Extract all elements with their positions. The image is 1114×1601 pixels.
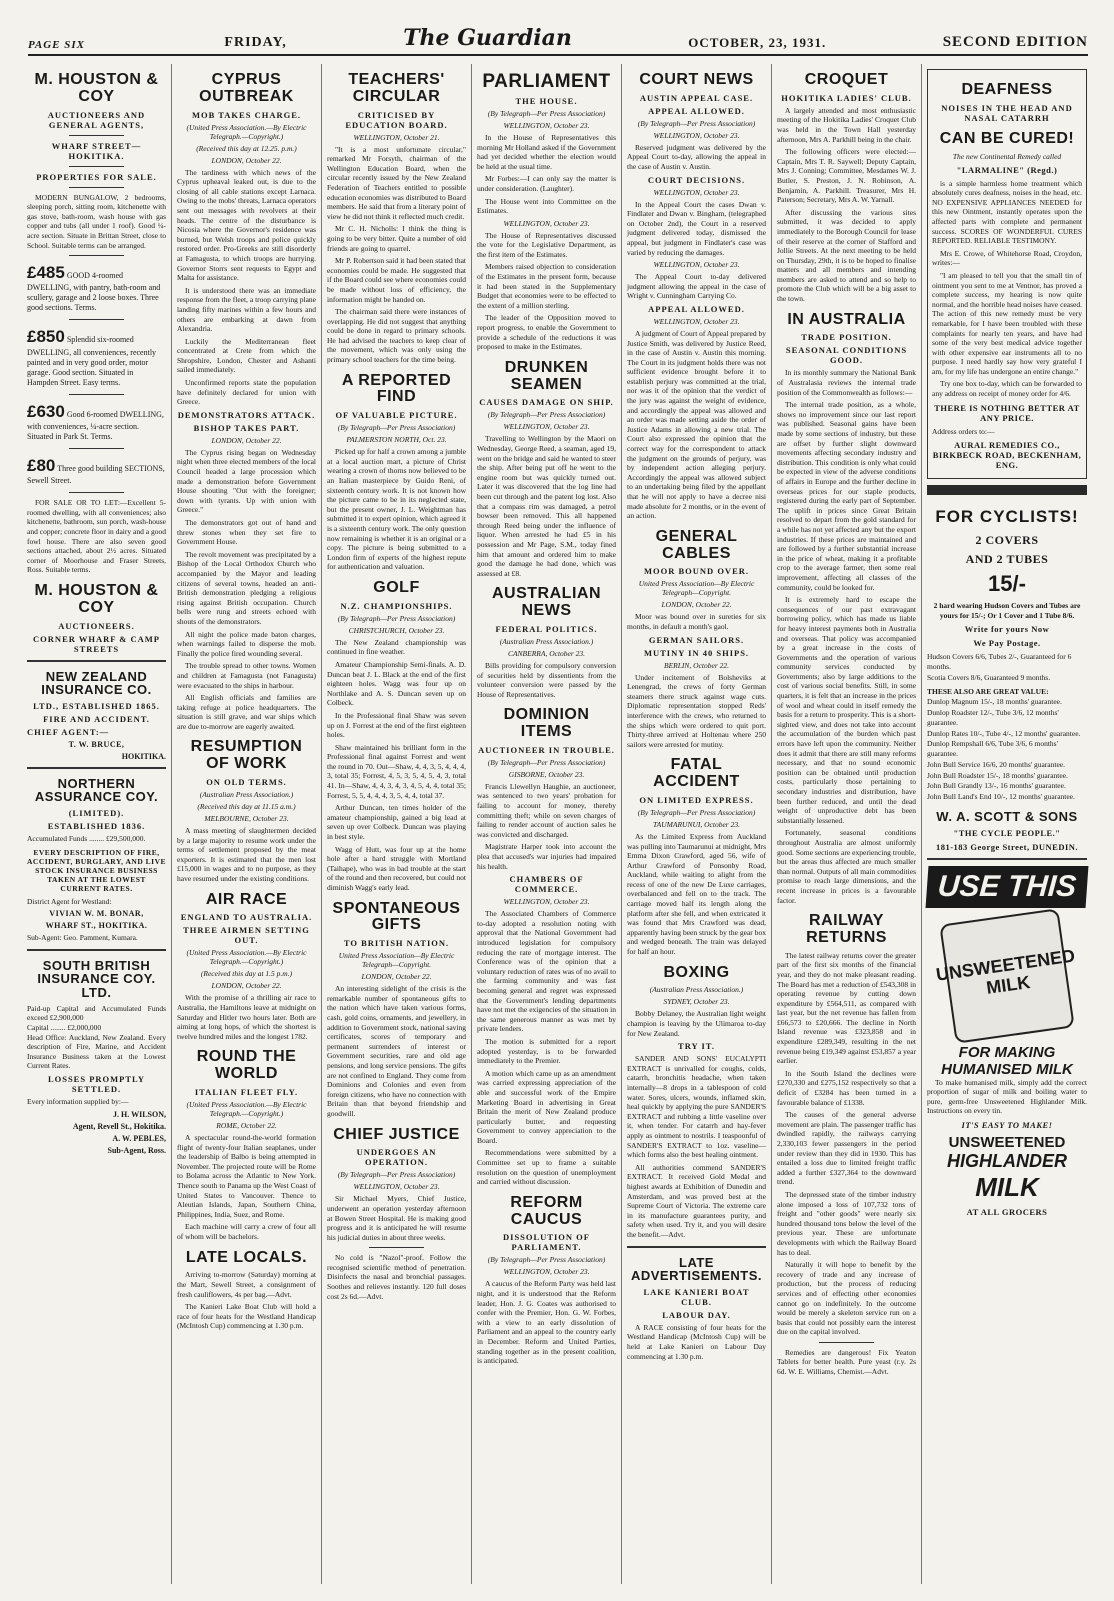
- article-dateline: LONDON, October 22.: [361, 972, 432, 982]
- property-listing: £485 GOOD 4-roomed DWELLING, with pantry, bath-room and scullery, garage and 2 loose boxes. Three good sections. Terms.: [27, 263, 161, 313]
- article-credit: (Australian Press Association.): [199, 790, 294, 800]
- list-item: Hudson Covers 6/6, Tubes 2/-, Guaranteed for 6 months.: [927, 652, 1072, 672]
- article-subhead: COURT DECISIONS.: [647, 174, 746, 185]
- ad-northern-address: WHARF ST., HOKITIKA.: [45, 921, 148, 931]
- article-body: The Cyprus rising began on Wednesday night when three elected members of the local Council headed a large procession which made a demonstration before Government House shouting "Out with the foreigner; down with tyrants. Up with union with Greece." The demonstrators got out of hand and threw stones when they set fire to Government House. The revolt movement was precipitated by a Bishop of the Local Orthodox Church who accompanied by the Mayor and leading citizens of several towns, headed an anti-British demonstration pledging a religious rising against British occupation. Church bells were rung and streets echoed with shouts of the demonstrators. All night the police made baton charges, when warnings failed to disperse the mob. Finally the police fired wounding several. The trouble spread to other towns. Women and children at Famagusta (not Fanagusta) were evacuated to the ships in harbour. All English officials and families are taking refuge at police headquarters. The situation is still grave, and war ships which are due to-morrow are eagerly awaited.: [177, 447, 316, 731]
- article-subhead: CHAMBERS OF COMMERCE.: [509, 874, 584, 895]
- ad-deafness-nothing-better: THERE IS NOTHING BETTER AT ANY PRICE.: [934, 402, 1080, 423]
- list-item: John Bull Grandly 13/-, 16 months' guarantee.: [927, 781, 1066, 791]
- article-credit: (Australian Press Association.): [649, 985, 744, 995]
- article-dateline: SYDNEY, October 23.: [663, 997, 730, 1007]
- article-dateline: CANBERRA, October 23.: [507, 648, 586, 658]
- decorative-divider: [927, 485, 1087, 495]
- article-subhead: DEMONSTRATORS ATTACK.: [177, 409, 316, 420]
- ad-south-british-title: SOUTH BRITISH INSURANCE COY. LTD.: [37, 957, 156, 1001]
- article-headline: DOMINION ITEMS: [503, 706, 590, 741]
- ad-milk-brand2: HIGHLANDER: [947, 1150, 1067, 1171]
- article-body: Reserved judgment was delivered by the Appeal Court to-day, allowing the appeal in the case of Austin v. Austin.: [627, 142, 766, 171]
- article-headline: A REPORTED FIND: [341, 371, 452, 406]
- edition-label: SECOND EDITION: [942, 34, 1088, 50]
- article-subhead: DISSOLUTION OF PARLIAMENT.: [503, 1232, 590, 1253]
- ad-houston-subtitle: AUCTIONEERS.: [58, 620, 135, 631]
- page-columns: [22, 64, 1092, 1584]
- ad-milk-brand3: MILK: [975, 1171, 1039, 1202]
- ad-nz-insurance-agent: T. W. BRUCE,: [68, 739, 125, 749]
- ad-deafness-address-label: Address orders to:—: [932, 426, 995, 436]
- article-subhead: TRADE POSITION.: [801, 332, 892, 343]
- advertisement-nazol: No cold is "Nazol"-proof. Follow the recognised scientific method of penetration. Disinfects the nasal and bronchial passages. Soothes and relieves instantly. 120 full doses cost 2s 6d.—Advt.: [327, 1253, 466, 1301]
- article-body: The New Zealand championship was continued in fine weather. Amateur Championship Semi-finals. A. D. Duncan beat J. L. Black at the end of the first eighteen holes. Wagg was four up on Northlake and A. S. Duncan seven up on Colbeck. In the Professional final Shaw was seven up on J. Forrest at the end of the first eighteen holes. Shaw maintained his brilliant form in the Professional final against Forrest and went the round in 70. Out—Shaw, 4, 4, 3, 5, 4, 4, 4, 3, total 35; Forrest, 4, 5, 3, 5, 4, 5, 4, 3, total 41. In—Shaw, 4, 4, 3, 4, 3, 4, 5, 4, 4, total 35; Forrest, 5, 5, 4, 4, 4, 3, 5, 4, 4, total 37. Arthur Duncan, ten times holder of the amateur championship, gained a big lead at seven up over Colbeck. Duncan was playing in best style. Wagg of Hutt, was four up at the home hole after a hard struggle with Mortland (Taihape), who was in bad trouble at the start of the round and then recovered, but could not diminish Wagg's early lead.: [327, 637, 466, 893]
- ad-nz-insurance-est: LTD., ESTABLISHED 1865.: [33, 700, 160, 711]
- article-body: A largely attended and most enthusiastic meeting of the Hokitika Ladies' Croquet Club was held in the Town Hall yesterday afternoon, Mrs A. Parkhill being in the chair. The following officers were elected:—Captain, Mrs T. R. Saywell; Deputy Captain, Mrs J. Conning; Committee, Mesdames W. J. Butler, S. Preston, J. N. Robinson, A. Benjamin, A. Parkhill. Treasurer, Mrs H. Paterson; Secretary, Mrs A. W. Yarnall. After discussing the various sites submitted, it was decided to apply immediately to the Borough Council for lease of their reserve at the corner of Stafford and Jollie Streets. At the next meeting to be held on Thursday, 29th, it is to be hoped to finalise matters and all members and intending members are asked to attend and so help to promote the Club which will be a big asset to the town.: [777, 105, 916, 304]
- column-4: [472, 64, 622, 1584]
- ad-deafness-product: "LARMALINE" (Regd.): [956, 164, 1058, 175]
- article-headline: DRUNKEN SEAMEN: [504, 358, 589, 393]
- article-credit: (United Press Association.—By Electric Telegraph.—Copyright.): [186, 1099, 307, 1118]
- article-body: A spectacular round-the-world formation flight of twenty-four Italian seaplanes, under the leadership of Balbo is being attempted in November. The projected route will be Rome to Bolama across the Atlantic to New York. Thence south to Panama up the West Coast of United States to Vancouver. Thence to Aleutian Islands, Japan, Southern China, Philippines, India, Suez, and Rome. Each machine will carry a crew of four all of whom will be bachelors.: [177, 1132, 316, 1241]
- article-headline: GOLF: [373, 578, 420, 596]
- ad-south-british-subagent: A. W. PEBLES,: [112, 1133, 166, 1143]
- article-subhead: THREE AIRMEN SETTING OUT.: [183, 925, 310, 946]
- article-headline: COURT NEWS: [639, 71, 754, 88]
- article-subhead: ITALIAN FLEET FLY.: [194, 1086, 299, 1097]
- article-subhead: LABOUR DAY.: [662, 1309, 731, 1320]
- article-credit: (By Telegraph—Per Press Association): [487, 410, 606, 420]
- article-body: Francis Llewellyn Haughie, an auctioneer, was sentenced to two years' probation for failing to account for money, thereby committing theft; while on seven charges of failing to render account of auction sales he was convicted and discharged. Magistrate Harper took into account the plea that accused's war injuries had impaired his health.: [477, 781, 616, 871]
- article-subhead: TO BRITISH NATION.: [343, 938, 450, 949]
- ad-scott-title: W. A. SCOTT & SONS: [936, 808, 1078, 824]
- article-received: (Received this day at 1.5 p.m.): [200, 969, 293, 979]
- ad-nz-insurance-chief: CHIEF AGENT:—: [27, 726, 110, 737]
- article-body: Sir Michael Myers, Chief Justice, underwent an operation yesterday afternoon at Bowen Street Hospital. He is making good progress and it is anticipated he will resume his judicial duties in about three weeks.: [327, 1194, 466, 1242]
- article-credit: (By Telegraph—Per Press Association): [487, 1255, 606, 1265]
- ad-scott-subtitle: "THE CYCLE PEOPLE.": [953, 827, 1061, 838]
- ad-cyclists-line1: 2 COVERS: [975, 533, 1039, 548]
- article-headline: CROQUET: [804, 71, 889, 88]
- article-headline: AUSTRALIAN NEWS: [492, 585, 601, 620]
- advertisement-yeaton: Remedies are dangerous! Fix Yeaton Tablets for better health. Pure yeast (r.y. 2s 6d. W. E. Williams, Chemist.—Advt.: [777, 1347, 916, 1377]
- ad-houston-title: M. HOUSTON & COY: [34, 581, 159, 616]
- article-dateline: ROME, October 22.: [216, 1120, 277, 1130]
- advertisement-deafness: [927, 69, 1087, 479]
- article-dateline: WELLINGTON, October 23.: [503, 1267, 590, 1277]
- ad-cyclists-write: Write for yours Now: [964, 624, 1050, 635]
- property-listing: £80 Three good building SECTIONS, Sewell Street.: [27, 455, 165, 486]
- article-headline: CYPRUS OUTBREAK: [199, 71, 294, 105]
- ad-northern-district: District Agent for Westland:: [27, 896, 112, 906]
- column-1: [22, 64, 172, 1584]
- article-body: As the Limited Express from Auckland was pulling into Taumarunui at midnight, Mrs Emma Dixon Crawford, aged 56, wife of Arthur Crawford of Ponsonby Road, Auckland, while waiting to alight from the recess of one of the new De Luxe carriages, overbalanced and fell on to the track. The carriage moved half its length along the platform after she fell, and when extricated it was found that Mrs Crawford was dead, apparently having been struck by the gear box and wedged beneath. The train was delayed for half an hour.: [627, 831, 766, 957]
- column-6: [772, 64, 922, 1584]
- ad-cyclists-title: FOR CYCLISTS!: [935, 507, 1079, 527]
- article-headline: SPONTANEOUS GIFTS: [332, 899, 461, 934]
- article-headline: AIR RACE: [205, 890, 288, 908]
- article-dateline: LONDON, October 22.: [211, 155, 282, 165]
- article-subhead: APPEAL ALLOWED.: [648, 105, 745, 116]
- article-dateline: CHRISTCHURCH, October 23.: [348, 625, 445, 635]
- ad-houston-subtitle: AUCTIONEERS AND GENERAL AGENTS,: [47, 109, 146, 130]
- ad-cyclists-line2: AND 2 TUBES: [965, 552, 1049, 567]
- article-subhead: N.Z. CHAMPIONSHIPS.: [340, 600, 453, 611]
- article-headline: BOXING: [663, 963, 730, 981]
- property-listing: £630 Good 6-roomed DWELLING, with conveniences, ¼-acre section. Situated in Park St. Terms.: [27, 401, 164, 441]
- ad-cyclists-postage: We Pay Postage.: [973, 638, 1041, 649]
- article-body: Picked up for half a crown among a jumble at a local auction mart, a picture of Christ wearing a crown of thorns now believed to be an Italian masterpiece by Guido Reni, of sixteenth century work. It is not known how the picture came to be in its neglected state, but the present owner, J. L. Weightman has submitted it to expert opinion, which agreed it is a sixteenth century work. The only question now remaining is whether it is an original or a copy. The picture is being submitted to a London firm of experts of the highest repute for authentication and valuation.: [327, 447, 466, 572]
- article-credit: (By Telegraph—Per Press Association): [487, 757, 606, 767]
- ad-houston-address: CORNER WHARF & CAMP STREETS: [33, 633, 160, 654]
- article-dateline: WELLINGTON, October 23.: [653, 187, 740, 197]
- list-item: Dunlop Roadster 12/-, Tube 3/6, 12 months' guarantee.: [927, 708, 1059, 727]
- article-body: The latest railway returns cover the greater part of the first six months of the financial year, and they do not make pleasant reading. The Board has met a reduction of £543,308 in operating revenue by cutting down expenditure by £564,511, as compared with last year, but the net revenue has fallen from £66,573 to £20,666. The decline in North Island revenue was £323,858 and in expenditure £289,349, resulting in the net revenue being £19,349 against £53,857 a year earlier. In the South Island the declines were £270,330 and £275,152 respectively so that a deficit of £3284 has been turned in a favourable balance of £1338. The causes of the general adverse movement are plain. The passenger traffic has dwindled rapidly, the railways carrying 2,330,103 fewer passengers in the period under review than they did in 1930. This has entailed a loss due to limited freight traffic added a further £327,364 to the downward trend. The depressed state of the timber industry alone imposed a loss of 107,732 tons of freight and "other goods" were nearly six hundred thousand tons below the level of the previous year. These are unfortunate developments with which the Railway Board has to deal. Naturally it will hope to benefit by the recovery of trade and any increase of production, but the process of reducing services and of effecting other economies cannot go on indefinitely. In the outcome would be merely a skeleton service run on a basis that could not possibly earn the interest due on the capital involved.: [777, 950, 916, 1337]
- column-3: [322, 64, 472, 1584]
- list-item: John Bull Land's End 10/-, 12 months' guarantee.: [927, 792, 1075, 802]
- article-subhead: MOB TAKES CHARGE.: [191, 109, 302, 120]
- masthead-date: OCTOBER, 23, 1931.: [688, 35, 827, 50]
- ad-south-british-agent: J. H. WILSON,: [113, 1109, 166, 1119]
- ad-south-british-capital: Paid-up Capital and Accumulated Funds exceed £2,900,000: [27, 1003, 166, 1023]
- article-credit: (Australian Press Association.): [499, 636, 594, 646]
- property-listing: FOR SALE OR TO LET:—Excellent 5-roomed dwelling, with all conveniences; also kitchenette, bathroom, sun porch, wash-house and copper; concrete floor in dairy and a good fowl house. There are also seven good sections attached, about 2½ acres. Situated corner of Moorhouse and Fraser Streets, Ross. Suitable terms.: [27, 498, 166, 575]
- article-subhead: MOOR BOUND OVER.: [643, 566, 749, 577]
- article-headline: CHIEF JUSTICE: [333, 1125, 460, 1143]
- ad-northern-ltd: (LIMITED).: [68, 808, 125, 819]
- article-subhead: HOKITIKA LADIES' CLUB.: [781, 92, 912, 103]
- newspaper-name: The Guardian: [403, 25, 572, 51]
- article-dateline: WELLINGTON, October 23.: [503, 422, 590, 432]
- article-credit: (United Press Association.—By Electric Telegraph.—Copyright.): [186, 122, 307, 141]
- article-dateline: WELLINGTON, October 23.: [353, 1182, 440, 1192]
- article-dateline: MELBOURNE, October 23.: [204, 814, 289, 824]
- article-headline: IN AUSTRALIA: [787, 310, 906, 328]
- article-credit: (United Press Association.—By Electric Telegraph.—Copyright.): [186, 948, 307, 967]
- advertisement-boat-club: A RACE consisting of four heats for the Westland Handicap (McIntosh Cup) will be held at Lake Kanieri on Labour Day commencing at 1.30 p.m.: [627, 1322, 766, 1361]
- article-body: With the promise of a thrilling air race to Australia, the Hamiltons leave at midnight on Saturday and Hitler two hours later. Both are aiming at long hops, of which the shortest is twelve hundred miles and the longest 1782.: [177, 993, 316, 1041]
- article-headline: REFORM CAUCUS: [510, 1193, 583, 1228]
- list-item: THESE ALSO ARE GREAT VALUE:: [927, 686, 1049, 696]
- article-dateline: GISBORNE, October 23.: [508, 769, 585, 779]
- article-subhead: CAUSES DAMAGE ON SHIP.: [479, 397, 614, 408]
- list-item: Scotia Covers 8/6, Guaranteed 9 months.: [927, 672, 1051, 682]
- article-headline: RAILWAY RETURNS: [806, 912, 887, 946]
- article-subhead: SEASONAL CONDITIONS GOOD.: [785, 345, 908, 366]
- article-subhead: MUTINY IN 40 SHIPS.: [643, 647, 750, 658]
- article-body: A mass meeting of slaughtermen decided by a large majority to resume work under the terms of settlement proposed by the meat exporters. It is estimated that the men lost £15,000 in wages and to no purpose, as they have resumed under the existing conditions.: [177, 826, 316, 884]
- ad-deafness-address: AURAL REMEDIES CO., BIRKBECK ROAD, BECKENHAM, ENG.: [932, 440, 1082, 471]
- article-credit: (By Telegraph—Per Press Association): [637, 118, 756, 128]
- article-subhead: TRY IT.: [678, 1041, 715, 1052]
- article-body: Travelling to Wellington by the Maori on Wednesday, George Reed, a seaman, aged 19, went on the bridge and said he wanted to steer the ship. After being put off he went to the engine room but was quickly turned out. Later it was discovered that the log line had been cut through and the patent log lost. Also that a compass rim was damaged, a petrol bowser been removed. This all happened through Reed being under the influence of liquor. When arrested he had £5 in his possession and Mr Page, S.M., today fined him that amount and ordered him to make good the damage he had done, which was assessed at £8.: [477, 434, 616, 578]
- article-dateline: LONDON, October 22.: [211, 981, 282, 991]
- ad-cyclists-price-list: [927, 652, 1087, 802]
- list-item: Dunlop Rates 10/-, Tube 4/-, 12 months' guarantee.: [927, 728, 1081, 738]
- ad-northern-est: ESTABLISHED 1836.: [47, 821, 146, 832]
- article-headline: TEACHERS' CIRCULAR: [348, 71, 445, 105]
- ad-milk-banner: USE THIS: [926, 866, 1089, 908]
- ad-deafness-intro: The new Continental Remedy called: [952, 151, 1062, 161]
- article-body: The House of Representatives discussed the vote for the Legislative Department, as the first item of the Estimates. Members raised objection to consideration of the Estimates in the present form, because it had been stated in the Supplementary Budget that economies were to be effected to the extent of a million sterling. The leader of the Opposition moved to report progress, to enable the Government to provide a schedule of the reductions it was proposed to make in the Estimates.: [477, 230, 616, 352]
- article-body: Bills providing for compulsory conversion of securities held by dissentients from the volunteer conversion were passed by the House of Representatives.: [477, 660, 616, 699]
- ad-milk-headline: FOR MAKING HUMANISED MILK: [941, 1043, 1073, 1078]
- article-subhead: LAKE KANIERI BOAT CLUB.: [643, 1286, 750, 1307]
- milk-tin-image: [934, 908, 1077, 1044]
- article-credit: United Press Association—By Electric Telegraph—Copyright.: [338, 951, 455, 970]
- article-received: (Received this day at 12.25. p.m.): [196, 143, 297, 153]
- ad-south-british-subagent-addr: Sub-Agent, Ross.: [107, 1145, 166, 1155]
- article-dateline: WELLINGTON, October 23.: [503, 897, 590, 907]
- article-dateline: WELLINGTON, October 23.: [653, 260, 740, 270]
- ad-northern-desc: EVERY DESCRIPTION OF FIRE, ACCIDENT, BURGLARY, AND LIVE STOCK INSURANCE BUSINESS TAKEN AT THE LOWEST CURRENT RATES.: [27, 847, 166, 893]
- ad-cyclists-price: 15/-: [988, 571, 1026, 597]
- ad-south-british-supply: Every information supplied by:—: [27, 1096, 129, 1106]
- advertisement-sanders: SANDER AND SONS' EUCALYPTI EXTRACT is unrivalled for coughs, colds, catarrh, bronchitis headache, when taken internally—8 drops in a tablespoon of cold water. Sores, ulcers, wounds, inflamed skin, heal quickly by applying the pure SANDER'S EXTRACT and rubbing a little vaseline over it, when tender. For catarrh and hay-fever apply as ointment to nostrils. I teaspoonful of SANDER'S EXTRACT to 1oz. vaseline—which forms also the best healing ointment. All authorities commend SANDER'S EXTRACT. It received Gold Medal and highest awards at Exhibition of Dunedin and Amsterdam, and was proved best at the Supreme Court of Victoria. The extreme care in its manufacture guarantees purity, and safety when used. Try it, and you will desire the benefit.—Advt.: [627, 1054, 766, 1239]
- article-headline: GENERAL CABLES: [655, 527, 738, 562]
- ad-deafness-cured: CAN BE CURED!: [939, 129, 1075, 147]
- milk-tin-label: UNSWEETENED MILK: [934, 945, 1077, 998]
- ad-northern-agent: VIVIAN W. M. BONAR,: [49, 909, 144, 919]
- article-body: Arriving to-morrow (Saturday) morning at the Mart, Sewell Street, a consignment of fresh cauliflowers, 4s per bag.—Advt. The Kanieri Lake Boat Club will hold a race of four heats for the Westland Handicap (McIntosh Cup) commencing at 1.30 p.m.: [177, 1270, 316, 1331]
- ad-south-british-losses: LOSSES PROMPTLY SETTLED.: [47, 1073, 146, 1094]
- article-credit: (By Telegraph—Per Press Association): [487, 108, 606, 118]
- article-credit: United Press Association—By Electric Telegraph—Copyright.: [638, 579, 755, 598]
- article-dateline: LONDON, October 22.: [661, 600, 732, 610]
- ad-milk-grocers: AT ALL GROCERS: [966, 1206, 1048, 1217]
- article-subhead: APPEAL ALLOWED.: [648, 303, 745, 314]
- article-body: The Appeal Court to-day delivered judgment allowing the appeal in the case of Wright v. Cunningham Carrying Co.: [627, 272, 766, 301]
- ad-south-british-capital2: Capital ........ £2,000,000: [27, 1022, 102, 1032]
- article-body: The tardiness with which news of the Cyprus upheaval leaked out, is due to the closing of all cable stations except Larnaca. Owing to the mobs' threats, Larnaca operators sent out messages with revolvers at their heads. The centre of the disturbance is Nicosia where the Governor's residence was burned, but Welsh troops and police quickly restored order. Pro-Greeks are still disorderly at Famagusta, to which troops are hurrying. Governor Storrs sent requests to Egypt and Malta for assistance. It is understood there was an immediate response from the fleet, a troop carrying plane landing fifty marines within a few hours and others are embarking at dawn from Alexandria. Luckily the Mediterranean fleet concentrated at Crete from which the Shropshire, London, Chester and Ashanti sailed immediately. Unconfirmed reports state the population have definitely declared for union with Greece.: [177, 167, 316, 407]
- ad-deafness-title: DEAFNESS: [961, 81, 1053, 98]
- column-5: [622, 64, 772, 1584]
- article-subhead: ON LIMITED EXPRESS.: [639, 794, 754, 805]
- article-subhead: ENGLAND TO AUSTRALIA.: [180, 912, 313, 923]
- ad-houston-title: M. HOUSTON & COY: [34, 71, 159, 105]
- list-item: Dunlop Rempshall 6/6, Tube 3/6, 6 months' guarantee.: [927, 739, 1058, 759]
- article-headline: ROUND THE WORLD: [196, 1048, 297, 1083]
- article-dateline: PALMERSTON NORTH, Oct. 23.: [346, 435, 447, 445]
- ad-nz-insurance-title: NEW ZEALAND INSURANCE CO.: [41, 668, 152, 698]
- article-dateline: WELLINGTON, October 23.: [503, 218, 590, 228]
- article-body: Bobby Delaney, the Australian light weight champion is leaving by the Ulimaroa to-day for New Zealand.: [627, 1009, 766, 1038]
- masthead: [28, 25, 1088, 56]
- article-credit: (By Telegraph—Per Press Association): [337, 1170, 456, 1180]
- article-subhead: CRITICISED BY EDUCATION BOARD.: [345, 109, 448, 130]
- ad-milk-brand1: UNSWEETENED: [948, 1133, 1066, 1151]
- ad-northern-funds: Accumulated Funds ........ £29,500,000.: [27, 834, 146, 844]
- article-body: The Associated Chambers of Commerce to-day adopted a resolution noting with approval that the National Government had introduced legislation for compulsory reducing the rate of mortgage interest. The Conference was of the opinion that a voluntary reduction of rates was of no avail to the farming community and was fast becoming general and regret was expressed that the Government's lending departments have not met the exigencies of the situation in the same generous manner as was met by private lenders. The motion is submitted for a report adopted yesterday, is to be forwarded immediately to the Premier. A motion which came up as an amendment was carried expressing appreciation of the able and successful work of the Empire Marketing Board in advertising in Great Britain the merit of New Zealand produce particularly butter, and requesting Government to convey appreciation to the Board. Recommendations were submitted by a Committee set up to frame a suitable resolution on the question of unemployment and carried without discussion.: [477, 909, 616, 1187]
- ad-deafness-body: is a simple harmless home treatment which absolutely cures deafness, noises in the head, etc. NO EXPENSIVE APPLIANCES NEEDED for this new Ointment, instantly operates upon the affected parts with complete and permanent success. SCORES OF WONDERFUL CURES REPORTED. RELIABLE TESTIMONY. Mrs E. Crowe, of Whitehorse Road, Croydon, writes:— "I am pleased to tell you that the small tin of ointment you sent to me at Ventnor, has proved a complete success, my hearing is now quite normal, and the horrible head noises have ceased. The action of this new remedy must be very remarkable, for I have been troubled with these complaints for nearly ten years, and have had some of the very best medical advice together with other expensive ear instruments all to no purpose. I need hardly say how very grateful I am, for my life has undergone an entire change." Try one box to-day, which can be forwarded to any address on receipt of money order for 4/6.: [932, 178, 1082, 399]
- article-credit: (By Telegraph—Per Press Association): [337, 613, 456, 623]
- article-dateline: WELLINGTON, October 23.: [653, 316, 740, 326]
- ad-northern-subagent: Sub-Agent: Geo. Pamment, Kumara.: [27, 933, 138, 943]
- article-dateline: LONDON, October 22.: [211, 435, 282, 445]
- ad-milk-body: To make humanised milk, simply add the correct proportion of sugar of milk and boiling water to pure, germ-free Unsweetened Highlander Milk. Instructions on every tin.: [927, 1077, 1087, 1116]
- page-number: PAGE SIX: [28, 39, 86, 51]
- article-dateline: WELLINGTON, October 23.: [503, 120, 590, 130]
- article-dateline: BERLIN, October 22.: [664, 660, 729, 670]
- article-subhead: OF VALUABLE PICTURE.: [335, 410, 458, 421]
- property-listing: MODERN BUNGALOW, 2 bedrooms, sleeping porch, sitting room, kitchenette with gas stove, bath-room, wash house with gas copper and tubs (all under 1 roof). Good ¼-acre section. Situate in Brittan Street, close to School. Suitable terms can be arranged.: [27, 192, 166, 250]
- ad-deafness-subtitle: NOISES IN THE HEAD AND NASAL CATARRH: [941, 102, 1073, 123]
- ad-south-british-office: Head Office: Auckland, New Zealand. Every description of Fire, Marine, and Accident Insurance Business taken at the Lowest Current Rates.: [27, 1032, 166, 1071]
- article-credit: (By Telegraph—Per Press Association): [337, 423, 456, 433]
- property-listing: £850 Splendid six-roomed DWELLING, all conveniences, recently painted and in very good order, motor garage. Good section. Situated in Hampden Street. Easy terms.: [27, 327, 157, 387]
- article-body: An interesting sidelight of the crisis is the remarkable number of spontaneous gifts to the nation which have taken various forms, cash, gold coins, ornaments, and jewellery, in addition to Government stock, national saving certificates, scores of temporary and permanent surrenders of interest or Government securities, rare and old age pensions, and long service pensions. The gifts are not confined to England. They come from Dominions and Colonies and even from foreign citizens, who have no connection with Britain than that beyond friendship and goodwill.: [327, 984, 466, 1118]
- article-body: A caucus of the Reform Party was held last night, and it is understood that the Reform leader, Hon. J. G. Coates was authorised to confer with the Premier, Hon. G. W. Forbes, with a view to an early dissolution of Parliament and an appeal to the country early in December. Reform and United Parties, standing together as in the present coalition, is anticipated.: [477, 1279, 616, 1366]
- ad-south-british-agent-addr: Agent, Revell St., Hokitika.: [72, 1121, 166, 1131]
- article-credit: (By Telegraph—Per Press Association): [637, 807, 756, 817]
- article-headline: RESUMPTION OF WORK: [190, 738, 303, 773]
- article-subhead: THE HOUSE.: [515, 95, 578, 106]
- column-2: [172, 64, 322, 1584]
- ad-nz-insurance-fire: FIRE AND ACCIDENT.: [43, 713, 150, 724]
- masthead-day: FRIDAY,: [224, 35, 287, 50]
- article-subhead: UNDERGOES AN OPERATION.: [356, 1147, 437, 1168]
- article-body: In its monthly summary the National Bank of Australasia reviews the internal trade position of the Commonwealth as follows:— The internal trade position, as a whole, shows no improvement since our last report was published. Seasonal gains have been made by some sections of industry, but these are offset by further slight downward movements affecting secondary industry and distribution. This condition is only what could be expected in view of the adverse conditions of affairs in Europe and the further decline in overseas prices for our staple products, registered during the early part of September. The uplift in prices since Great Britain resolved to depart from the gold standard for a while has not yet affected any but the export industries. If these prices are maintained and are followed by a further substantial increase in the price of wheat, making it a profitable crop to the average farmer, then some real improvement, affecting all classes of the community, could be looked for. It is extremely hard to escape the consequences of our past extravagant borrowing policy, which has made us liable for heavy interest payments both in Australia and overseas. That policy was accompanied by a great increase in the costs of Governments and the operation of various community services conducted by Governments; also by large additions to the cost of various social benefits. Still, in some quarters, it is felt that an increase in the prices of wool and wheat could in itself remedy the basis for a return to prosperity. This is a short-sighted view, and does not take into account the accumulation of the burden which past errors have left upon the community. Neither does it admit that there are still many reforms necessary, and that no sound economic position can be obtained until production costs, particularly those pertaining to secondary industries and distribution, have been further reduced, and until the dead weight of unproductive debt has been substantially lessened. Fortunately, seasonal conditions throughout Australia are almost uniformly good. Some sections are experiencing trouble, but the areas thus affected are much smaller than normal. Outputs of all main commodities promise to reach large dimensions, and the recent increase in prices is a favourable factor.: [777, 368, 916, 905]
- ad-cyclists-offer: 2 hard wearing Hudson Covers and Tubes are yours for 15/-; Or 1 Cover and 1 Tube 8/6.: [933, 601, 1081, 620]
- column-7: [922, 64, 1092, 1584]
- article-dateline: WELLINGTON, October 21.: [353, 132, 440, 142]
- article-dateline: WELLINGTON, October 23.: [653, 130, 740, 140]
- article-headline: FATAL ACCIDENT: [653, 756, 740, 791]
- article-subhead: GERMAN SAILORS.: [648, 634, 745, 645]
- article-subhead: AUSTIN APPEAL CASE.: [639, 92, 754, 103]
- list-item: Dunlop Magnum 15/-, 18 months' guarantee.: [927, 697, 1062, 707]
- ad-nz-insurance-town: HOKITIKA.: [121, 751, 166, 761]
- article-subhead: AUCTIONEER IN TROUBLE.: [478, 744, 615, 755]
- article-received: (Received this day at 11.15 a.m.): [197, 802, 296, 812]
- article-body: Moor was bound over in sureties for six months, in default a month's gaol.: [627, 612, 766, 631]
- list-item: John Bull Roadster 15/-, 18 months' guarantee.: [927, 770, 1068, 780]
- ad-houston-address: WHARF STREET—HOKITIKA.: [51, 140, 142, 161]
- properties-heading: PROPERTIES FOR SALE.: [36, 171, 157, 182]
- ad-northern-title: NORTHERN ASSURANCE COY.: [34, 775, 159, 805]
- article-body: In the House of Representatives this morning Mr Holland asked if the Government had yet decided whether the election would be held at the usual time. Mr Forbes:—I can only say the matter is under consideration. (Laughter). The House went into Committee on the Estimates.: [477, 132, 616, 216]
- article-subhead: ON OLD TERMS.: [206, 777, 287, 788]
- ad-milk-easy: IT'S EASY TO MAKE!: [961, 1119, 1053, 1130]
- article-subhead: FEDERAL POLITICS.: [495, 623, 598, 634]
- article-body: In the Appeal Court the cases Dwan v. Findlater and Dwan v. Bingham, (telegraphed on October 2nd), the Court in a reserved judgment delivered today, dismissed the appeal, but judgment in Findlater's case was varied by reducing the damages.: [627, 199, 766, 257]
- article-subhead: BISHOP TAKES PART.: [193, 422, 300, 433]
- article-body: A judgment of Court of Appeal prepared by Justice Smith, was delivered by Justice Reed, in the case of Austin v. Austin this morning. The Court in its judgment holds there was not sufficient evidence brought before it to establish perjury was committed at the trial, nor was it of the opinion that the verdict of the jury was against the weight of evidence, and accordingly the appeal was allowed and an order was made setting aside the order of Justice Adams in allowing a new trial. The Court also expressed the opinion that the correct way for the correspondent to attack the judgment on the grounds of perjury, was by independent action alleging perjury. Accordingly the appeal was allowed subject to an undertaking being filed by the appellant that he will not apply to have a decree nisi made absolute for 2 months, or in the event of an action.: [627, 328, 767, 521]
- article-headline: PARLIAMENT: [482, 71, 611, 92]
- article-body: Under incitement of Bolsheviks at Lenengrad, the crews of forty German steamers there struck against wage cuts. Diplomatic representation stopped Reds' interference with the crews, who returned to the ships which were ordered to quit port. Thirty-three arrived at Holtenau where 250 sailors were arrested for mutiny.: [627, 672, 766, 749]
- article-dateline: TAUMARUNUI, October 23.: [653, 819, 740, 829]
- article-headline: LATE LOCALS.: [185, 1248, 308, 1266]
- ad-scott-address: 181-183 George Street, DUNEDIN.: [935, 841, 1079, 852]
- article-headline: LATE ADVERTISEMENTS.: [630, 1254, 762, 1284]
- article-body: "It is a most unfortunate circular," remarked Mr Forsyth, chairman of the Wellington Education Board, when the circular recently issued by the New Zealand Federation of Teachers entitled to possible education economies was distributed to Board members. He said that from a literary point of view he did not think it reflected much credit. Mr C. H. Nicholls: I think the thing is going to be very bitter. Quite a number of old friends are going to quarrel. Mr P. Robertson said it had been stated that economies could be made. He suggested that if the Board could see where economies could be made without loss of efficiency, the information might be handed on. The chairman said there were instances of overlapping. He did not suggest that anything could be done in regard to primary schools. He had advised the teachers to keep clear of the movement, which was only using the primary school teachers for the time being.: [327, 144, 466, 365]
- list-item: John Bull Service 16/6, 20 months' guarantee.: [927, 759, 1065, 769]
